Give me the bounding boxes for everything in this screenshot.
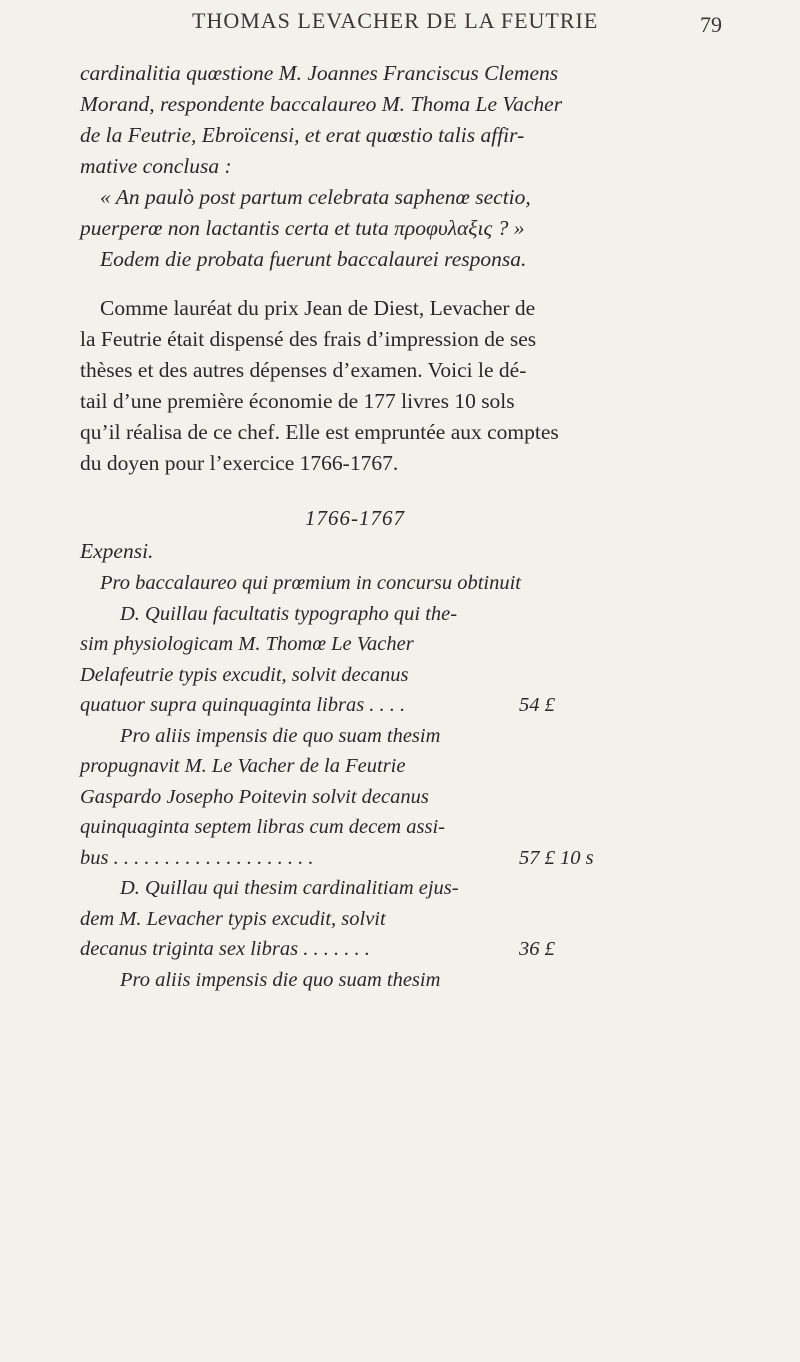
latin-line: Morand, respondente baccalaureo M. Thoma Le Vacher [80, 92, 563, 116]
french-line: la Feutrie était dispensé des frais d’impression de ses [80, 327, 537, 351]
entry-line: quinquaginta septem libras cum decem assi- [80, 816, 445, 838]
accounts-heading: Expensi. [80, 539, 154, 563]
entry-amount: 57 £ 10 s [519, 846, 594, 869]
entry-line: decanus triginta sex libras . . . . . . . [80, 938, 370, 960]
french-line: qu’il réalisa de ce chef. Elle est empruntée aux comptes [80, 420, 559, 444]
expense-entry [80, 873, 685, 965]
entry-line: dem M. Levacher typis excudit, solvit [80, 907, 386, 930]
latin-line: de la Feutrie, Ebroïcensi, et erat quœstio talis affir- [80, 123, 525, 147]
french-line: du doyen pour l’exercice 1766-1767. [80, 451, 399, 475]
entry-line: Delafeutrie typis excudit, solvit decanus [80, 663, 409, 686]
entry-line: Pro baccalaureo qui prœmium in concursu obtinuit [100, 572, 521, 594]
body-text [80, 58, 685, 995]
entry-amount-line [80, 690, 685, 721]
entry-line: bus . . . . . . . . . . . . . . . . . . . . [80, 846, 314, 869]
french-line: Comme lauréat du prix Jean de Diest, Levacher de [100, 296, 536, 320]
expense-entry [80, 721, 685, 874]
entry-line: Pro aliis impensis die quo suam thesim [120, 724, 441, 747]
entry-amount-line [80, 934, 685, 965]
entry-amount-line [80, 843, 685, 874]
french-line: tail d’une première économie de 177 livres 10 sols [80, 389, 515, 413]
running-title: THOMAS LEVACHER DE LA FEUTRIE [192, 8, 599, 33]
page-number: 79 [700, 12, 722, 37]
quotation-line: « An paulò post partum celebrata saphenœ sectio, [100, 185, 531, 209]
accounts-year: 1766-1767 [305, 506, 405, 530]
entry-line: sim physiologicam M. Thomœ Le Vacher [80, 633, 414, 655]
entry-line: Pro aliis impensis die quo suam thesim [120, 968, 441, 991]
running-head [0, 8, 800, 48]
quotation-line: puerperœ non lactantis certa et tuta προφυλαξις ? » [80, 216, 525, 240]
entry-line: Gaspardo Josepho Poitevin solvit decanus [80, 785, 429, 808]
latin-line: cardinalitia quœstione M. Joannes Franciscus Clemens [80, 61, 559, 85]
french-paragraph [80, 293, 685, 479]
expense-entries [80, 568, 685, 995]
latin-paragraph [80, 58, 685, 275]
expense-entry [80, 568, 685, 721]
french-line: thèses et des autres dépenses d’examen. Voici le dé- [80, 358, 527, 382]
latin-line: mative conclusa : [80, 154, 232, 178]
approval-line: Eodem die probata fuerunt baccalaurei responsa. [100, 247, 527, 271]
entry-line: quatuor supra quinquaginta libras . . . . [80, 694, 406, 716]
entry-amount: 36 £ [519, 938, 555, 960]
entry-line: propugnavit M. Le Vacher de la Feutrie [80, 755, 406, 777]
entry-amount: 54 £ [519, 694, 555, 716]
entry-line: D. Quillau qui thesim cardinalitiam ejus- [120, 877, 459, 899]
entry-line: D. Quillau facultatis typographo qui the- [120, 602, 458, 625]
expense-entry [80, 965, 685, 996]
